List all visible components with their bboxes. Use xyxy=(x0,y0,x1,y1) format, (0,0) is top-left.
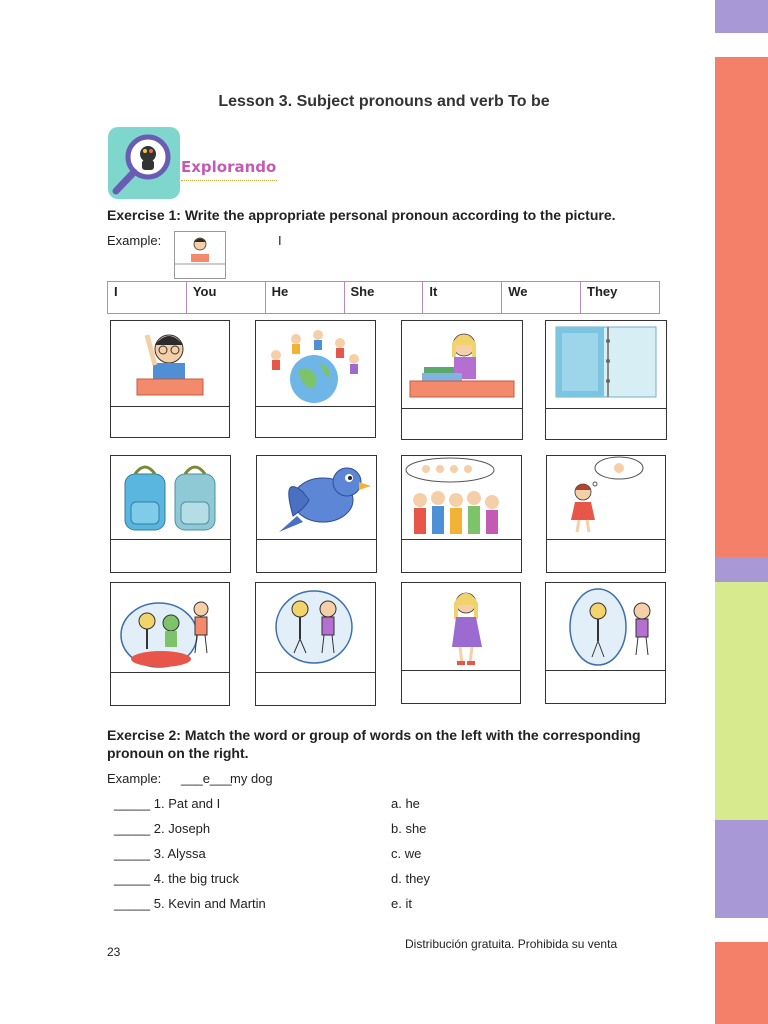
answer-box[interactable] xyxy=(546,408,666,439)
answer-box[interactable] xyxy=(402,670,520,703)
pronoun-table xyxy=(107,281,660,314)
side-strip-salmon xyxy=(715,57,768,557)
pronoun-cell: You xyxy=(186,282,265,314)
picture-card-friends-2 xyxy=(255,582,376,706)
girl-thinking-picture xyxy=(547,456,664,542)
woman-writing-picture xyxy=(402,321,521,409)
pronoun-cell: She xyxy=(344,282,423,314)
page-title: Lesson 3. Subject pronouns and verb To be xyxy=(218,93,550,110)
picture-card-backpacks xyxy=(110,455,231,573)
exercise2-heading-line1: Exercise 2: Match the word or group of words on the left with the corresponding xyxy=(107,727,641,743)
match-right-item: d. they xyxy=(391,871,431,886)
picture-card-girl-purple xyxy=(401,582,521,704)
girl-in-purple-picture xyxy=(402,583,519,671)
footer-note: Distribución gratuita. Prohibida su venta xyxy=(405,937,618,951)
two-friends-picture xyxy=(546,583,664,671)
picture-card-girl-thinking xyxy=(546,455,666,573)
side-strip-lime xyxy=(715,582,768,820)
picture-card-friends-3 xyxy=(545,582,666,704)
side-strip-salmon-bottom xyxy=(715,942,768,1024)
side-strip-lavender-mid xyxy=(715,557,768,582)
match-left-item[interactable]: _____ 4. the big truck xyxy=(114,871,240,886)
match-left-item[interactable]: _____ 3. Alyssa xyxy=(114,846,206,861)
exercise1-example-answer: I xyxy=(278,233,282,248)
pronoun-cell: I xyxy=(108,282,187,314)
picture-card-woman xyxy=(401,320,523,440)
example-picture xyxy=(174,231,226,279)
pronoun-cell: He xyxy=(265,282,344,314)
answer-box[interactable] xyxy=(402,408,522,439)
answer-box[interactable] xyxy=(256,406,375,437)
picture-card-bird xyxy=(256,455,377,573)
match-right-item: b. she xyxy=(391,821,427,836)
page-number: 23 xyxy=(107,945,121,959)
answer-box[interactable] xyxy=(111,406,229,437)
picture-card-group xyxy=(401,455,522,573)
pronoun-cell: It xyxy=(423,282,502,314)
boy-at-desk-picture xyxy=(111,321,228,406)
notebook-picture xyxy=(546,321,665,409)
answer-box[interactable] xyxy=(546,670,665,703)
side-strip-lavender-bottom xyxy=(715,820,768,918)
match-left-item[interactable]: _____ 2. Joseph xyxy=(114,821,211,836)
match-left-item[interactable]: _____ 1. Pat and I xyxy=(114,796,221,811)
badge-underline xyxy=(181,180,277,181)
answer-box[interactable] xyxy=(256,672,375,705)
side-strip-lavender-top xyxy=(715,0,768,33)
exercise2-example-label: Example: xyxy=(107,771,162,786)
exercise2-heading-line2: pronoun on the right. xyxy=(107,745,249,761)
exercise2-example-text: my dog xyxy=(230,771,273,786)
answer-box[interactable] xyxy=(111,539,230,572)
magnifier-head-icon xyxy=(108,127,180,199)
pronoun-cell: We xyxy=(502,282,581,314)
group-thinking-picture xyxy=(402,456,520,542)
children-around-globe-picture xyxy=(256,321,374,406)
match-right-item: c. we xyxy=(391,846,422,861)
picture-card-friends-1 xyxy=(110,582,230,706)
exercise1-heading: Exercise 1: Write the appropriate personal pronoun according to the picture. xyxy=(107,207,616,223)
answer-box[interactable] xyxy=(547,539,665,572)
bird-picture xyxy=(257,456,375,542)
picture-card-boy xyxy=(110,320,230,438)
answer-box[interactable] xyxy=(402,539,521,572)
magnifier-badge xyxy=(108,127,180,199)
picture-card-globe xyxy=(255,320,376,438)
answer-box[interactable] xyxy=(257,539,376,572)
two-friends-picture xyxy=(256,583,374,671)
picture-card-notebook xyxy=(545,320,667,440)
exercise1-example-label: Example: xyxy=(107,233,162,248)
backpacks-picture xyxy=(111,456,229,542)
section-badge-label: Explorando xyxy=(181,158,277,176)
exercise2-example-blank: ___e___ xyxy=(181,771,232,786)
answer-box[interactable] xyxy=(111,672,229,705)
two-friends-picture xyxy=(111,583,228,671)
match-left-item[interactable]: _____ 5. Kevin and Martin xyxy=(114,896,266,911)
pronoun-cell: They xyxy=(581,282,660,314)
match-right-item: a. he xyxy=(391,796,420,811)
match-right-item: e. it xyxy=(391,896,412,911)
